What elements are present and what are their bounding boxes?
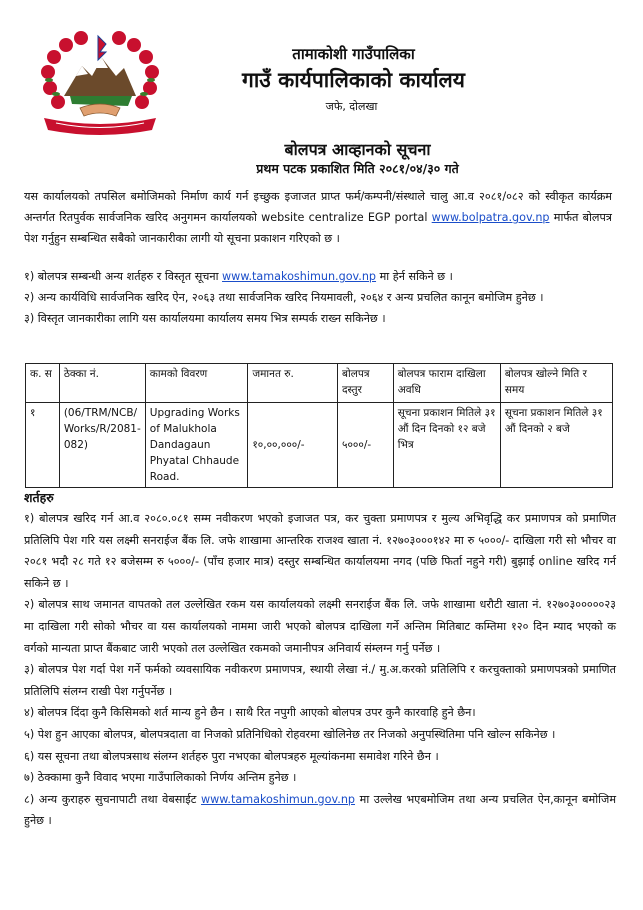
col-header: बोलपत्र खोल्ने मिति र समय (500, 364, 612, 403)
table-cell: Upgrading Works of Malukhola Dandagaun Phyatal Chhaude Road. (145, 403, 248, 488)
office-name: तामाकोशी गाउँपालिका (292, 45, 415, 63)
point-item: १) बोलपत्र सम्बन्धी अन्य शर्तहरु र विस्तृत सूचना www.tamakoshimun.gov.np मा हेर्न सकिने छ । (24, 270, 453, 283)
table-cell: सूचना प्रकाशन मितिले ३१ औं दिन दिनको १२ बजे भित्र (393, 403, 500, 488)
intro-text-1: यस कार्यालयको तपसिल बमोजिमको निर्माण कार्य गर्न इच्छुक इजाजत प्राप्त फर्म/कम्पनी/संस्थाले चालु आ.व २०८१/०८२ को स्वीकृत कार्यक्रम अन्तर्गत रितपुर्वक सार्वजनिक खरिद अनुगमन कार्यालयको website centralize EGP portal (24, 190, 612, 224)
col-header: बोलपत्र फाराम दाखिला अवधि (393, 364, 500, 403)
table-cell: सूचना प्रकाशन मितिले ३१ औं दिनको २ बजे (500, 403, 612, 488)
intro-paragraph (24, 186, 612, 249)
table-cell: १ (26, 403, 60, 488)
notice-title: बोलपत्र आव्हानको सूचना (284, 140, 431, 159)
office-title: गाउँ कार्यपालिकाको कार्यालय (242, 68, 465, 92)
tamakoshi-website-link[interactable]: www.tamakoshimun.gov.np (201, 792, 356, 806)
terms-heading: शर्तहरु (24, 490, 54, 505)
tender-table (25, 363, 613, 488)
term-item: ८) अन्य कुराहरु सुचनापाटी तथा वेबसाईट www.tamakoshimun.gov.np मा उल्लेख भएबमोजिम तथा अन्य प्रचलित ऐन,कानून बमोजिम हुनेछ । (24, 792, 617, 828)
term-item: ३) बोलपत्र पेश गर्दा पेश गर्ने फर्मको व्यवसायिक नवीकरण प्रमाणपत्र, स्थायी लेखा नं./ मु.अ.करको प्रतिलिपि र करचुक्ताको प्रमाणपत्रको प्रमाणित प्रतिलिपि संलग्न राखी पेश गर्नुपर्नेछ । (24, 663, 616, 698)
term-item: ४) बोलपत्र दिंदा कुनै किसिमको शर्त मान्य हुने छैन । साथै रित नपुगी आएको बोलपत्र उपर कुनै कारवाहि हुने छैन। (24, 706, 476, 720)
table-row (26, 403, 613, 488)
col-header: बोलपत्र दस्तुर (337, 364, 393, 403)
tamakoshi-link[interactable]: www.tamakoshimun.gov.np (222, 270, 377, 283)
term-item: ७) ठेक्कामा कुनै विवाद भएमा गाउँपालिकाको निर्णय अन्तिम हुनेछ । (24, 771, 297, 785)
intro-text-2: मार्फत बोलपत्र पेश गर्नुहुन सम्बन्धित सबैको जानकारीका लागी यो सूचना प्रकाशन गरिएको छ । (24, 211, 612, 245)
col-header: क. स (26, 364, 60, 403)
point-item: ३) विस्तृत जानकारीका लागि यस कार्यालयमा कार्यालय समय भित्र सम्पर्क राख्न सकिनेछ । (24, 312, 386, 325)
publish-date: प्रथम पटक प्रकाशित मिति २०८१/०४/३० गते (256, 161, 459, 176)
term-item: २) बोलपत्र साथ जमानत वापतको तल उल्लेखित रकम यस कार्यालयको लक्ष्मी सनराईज बैंक लि. जफे शाखामा धरौटी खाता नं. १२७०३०००००२३ मा दाखिला गरी सोको भौचर वा यस कार्यालयको नाममा जारी भएको बोलपत्र दाखिला गर्ने अन्तिम मितिबाट कम्तिमा १२० दिन म्याद भएको क वर्गको मान्यता प्राप्त बैंकबाट जारी भएको तल उल्लेखित रकमको जमानीपत्र अनिवार्य संम्लग्न गर्नु पर्नेछ । (24, 598, 616, 655)
table-header-row (26, 364, 613, 403)
col-header: ठेक्का नं. (59, 364, 145, 403)
col-header: जमानत रु. (248, 364, 338, 403)
col-header: कामको विवरण (145, 364, 248, 403)
terms-list (24, 508, 616, 832)
term-item: ५) पेश हुन आएका बोलपत्र, बोलपत्रदाता वा निजको प्रतिनिधिको रोहवरमा खोलिनेछ तर निजको अनुपस्थितिमा पनि खोल्न सकिनेछ । (24, 727, 556, 741)
table-cell: १०,००,०००/- (248, 403, 338, 488)
term-item: १) बोलपत्र खरिद गर्न आ.व २०८०.०८१ सम्म नवीकरण भएको इजाजत पत्र, कर चुक्ता प्रमाणपत्र र मुल्य अभिवृद्धि कर प्रमाणपत्र को प्रमाणित प्रतिलिपि पेश गरि यस लक्ष्मी सनराईज बैंक लि. जफे शाखामा आन्तरिक राजश्व खाता नं. १२७०३०००१४२ मा रु ५०००/- दाखिला गरी सो भौचर वा २०८१ भदौ २८ गते १२ बजेसम्म रु ५०००/- (पाँच हजार मात्र) दस्तुर सम्बन्धित कार्यालयमा नगद (पछि फिर्ता नहुने गरी) बुझाई online खरिद गर्न सकिने छ । (24, 512, 616, 590)
table-cell: (06/TRM/NCB/ Works/R/2081-082) (59, 403, 145, 488)
term-item: ६) यस सूचना तथा बोलपत्रसाथ संलग्न शर्तहरु पुरा नभएका बोलपत्रहरु मूल्यांकनमा समावेश गरिने छैन । (24, 749, 439, 763)
notice-points (24, 266, 614, 329)
table-cell: ५०००/- (337, 403, 393, 488)
point-item: २) अन्य कार्यविधि सार्वजनिक खरिद ऐन, २०६३ तथा सार्वजनिक खरिद नियमावली, २०६४ र अन्य प्रचलित कानून बमोजिम हुनेछ । (24, 291, 544, 304)
bolpatra-link[interactable]: www.bolpatra.gov.np (431, 211, 550, 224)
office-location: जफे, दोलखा (325, 100, 378, 113)
